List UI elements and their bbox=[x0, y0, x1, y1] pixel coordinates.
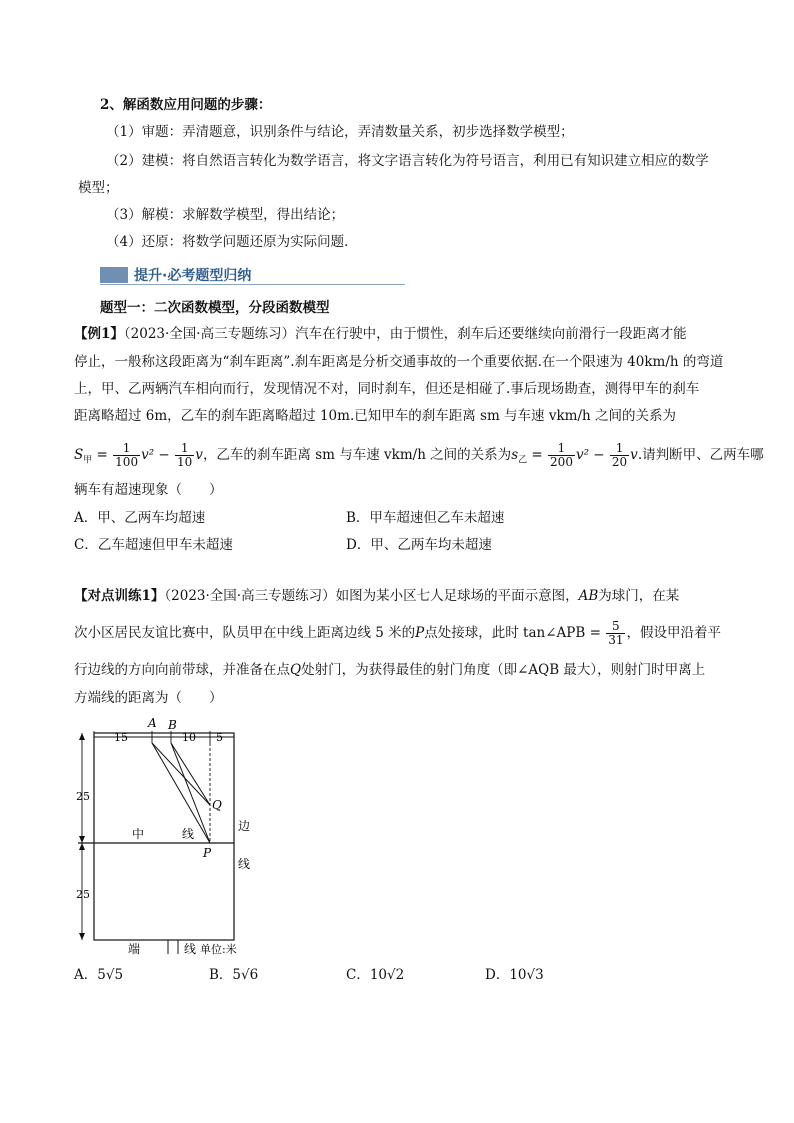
example-1-line-2: 停止，一般称这段距离为“刹车距离”.刹车距离是分析交通事故的一个重要依据.在一个限速为 40km/h 的弯道 bbox=[74, 354, 724, 370]
training-1-line-2 bbox=[74, 618, 721, 648]
step-1: （1）审题：弄清题意，识别条件与结论，弄清数量关系，初步选择数学模型； bbox=[106, 124, 574, 140]
label-p: P bbox=[203, 846, 212, 860]
dim-5-label: 5 bbox=[216, 731, 223, 744]
formula-b-f2-den: 20 bbox=[611, 455, 628, 469]
arrow-mid-down bbox=[79, 843, 85, 850]
arrow-mid-up bbox=[79, 836, 85, 843]
formula-a-f1-num: 1 bbox=[113, 442, 140, 456]
training-1-ab: AB bbox=[578, 588, 599, 604]
training-1-option-d: D．10√3 bbox=[485, 967, 544, 983]
example-1-option-c: C．乙车超速但甲车未超速 bbox=[74, 537, 233, 553]
formula-a-frac-2 bbox=[175, 442, 194, 469]
formula-a-f2-num: 1 bbox=[175, 442, 194, 456]
formula-b-mid: v² − bbox=[575, 447, 609, 463]
formula-b-f2-num: 1 bbox=[610, 442, 629, 456]
training-1-text-3b: 处射门，为获得最佳的射门角度（即∠AQB 最大），则射门时甲离上 bbox=[301, 662, 706, 678]
training-1-line-4: 方端线的距离为（ ） bbox=[74, 690, 223, 706]
dim-10-label: 10 bbox=[182, 731, 196, 744]
formula-b-f1-den: 200 bbox=[550, 455, 573, 469]
unit-label: 单位:米 bbox=[200, 943, 237, 956]
example-1-line-1 bbox=[74, 324, 687, 344]
formula-b-frac-2 bbox=[610, 442, 629, 469]
formula-a-lhs: S bbox=[74, 447, 84, 463]
endline-label-duan: 端 bbox=[128, 942, 141, 956]
training-1-line-1 bbox=[74, 586, 679, 606]
formula-a-f1-den: 100 bbox=[115, 455, 139, 469]
formula-b-frac-1 bbox=[548, 442, 575, 469]
formula-a-frac-1 bbox=[113, 442, 140, 469]
midline-label-xian: 线 bbox=[182, 827, 195, 841]
dim-15-label: 15 bbox=[114, 731, 128, 744]
arrow-bottom bbox=[79, 933, 85, 940]
formula-a-eq: = bbox=[92, 447, 113, 463]
section-header bbox=[100, 265, 405, 285]
training-1-text-2b: 点处接球，此时 tan∠APB = bbox=[424, 625, 606, 641]
line-aq bbox=[152, 743, 210, 805]
label-a: A bbox=[148, 716, 157, 730]
tan-num: 5 bbox=[606, 620, 625, 634]
formula-b-sub: 乙 bbox=[518, 455, 528, 466]
training-1-option-c: C．10√2 bbox=[346, 967, 405, 983]
soccer-field-figure bbox=[70, 712, 270, 962]
example-1-text-5end: .请判断甲、乙两车哪 bbox=[637, 447, 764, 463]
example-1-option-a: A．甲、乙两车均超速 bbox=[74, 510, 206, 526]
training-1-tag: 【对点训练1】 bbox=[74, 588, 165, 604]
section-title: 提升·必考题型归纳 bbox=[134, 268, 252, 284]
training-1-line-3 bbox=[74, 660, 705, 680]
formula-a-f2-den: 10 bbox=[177, 455, 193, 469]
label-q: Q bbox=[212, 798, 222, 812]
arrow-top bbox=[79, 733, 85, 740]
training-1-text-2a: 次小区居民友谊比赛中，队员甲在中线上距离边线 5 米的 bbox=[74, 625, 416, 641]
step-3: （3）解模：求解数学模型，得出结论； bbox=[106, 207, 345, 223]
formula-a-end: v bbox=[195, 447, 203, 463]
steps-heading: 2、解函数应用问题的步骤： bbox=[100, 97, 272, 113]
example-1-text-5mid: ，乙车的刹车距离 sm 与车速 vkm/h 之间的关系为 bbox=[202, 447, 512, 463]
example-1-line-4: 距离略超过 6m，乙车的刹车距离略超过 10m.已知甲车的刹车距离 sm 与车速 vkm/h 之间的关系为 bbox=[74, 408, 676, 424]
midline-label-zhong: 中 bbox=[132, 827, 145, 841]
training-1-text-3a: 行边线的方向向前带球，并准备在点 bbox=[74, 662, 290, 678]
formula-a-mid: v² − bbox=[141, 447, 175, 463]
line-bq bbox=[171, 743, 210, 805]
training-1-q: Q bbox=[290, 662, 302, 678]
example-1-text-1: （2023·全国·高三专题练习）汽车在行驶中，由于惯性，刹车后还要继续向前滑行一段距离才能 bbox=[123, 326, 687, 342]
label-b: B bbox=[168, 718, 177, 732]
step-2: （2）建模：将自然语言转化为数学语言，将文字语言转化为符号语言，利用已有知识建立相应的数学 bbox=[106, 153, 709, 169]
formula-b-end: v bbox=[630, 447, 638, 463]
section-band bbox=[100, 267, 128, 283]
formula-a-sub: 甲 bbox=[83, 455, 93, 466]
sideline-label-xian: 线 bbox=[238, 857, 251, 871]
training-1-option-b: B．5√6 bbox=[209, 967, 259, 983]
step-4: （4）还原：将数学问题还原为实际问题． bbox=[106, 234, 358, 250]
step-2-cont: 模型； bbox=[78, 180, 119, 196]
example-1-tag: 【例1】 bbox=[74, 326, 124, 342]
tan-fraction bbox=[606, 620, 625, 647]
tan-den: 31 bbox=[608, 633, 624, 647]
example-1-option-b: B．甲车超速但乙车未超速 bbox=[346, 510, 505, 526]
formula-b-eq: = bbox=[527, 447, 548, 463]
dim-25-bottom-label: 25 bbox=[76, 888, 90, 901]
training-1-text-1a: （2023·全国·高三专题练习）如图为某小区七人足球场的平面示意图， bbox=[164, 588, 579, 604]
example-1-line-6: 辆车有超速现象（ ） bbox=[74, 482, 223, 498]
training-1-option-a: A．5√5 bbox=[74, 967, 124, 983]
endline-label-xian: 线 bbox=[184, 942, 197, 956]
training-1-text-2c: ，假设甲沿着平 bbox=[626, 625, 721, 641]
example-1-formula-line bbox=[74, 440, 764, 476]
training-1-text-1b: 为球门，在某 bbox=[598, 588, 680, 604]
type-1-heading: 题型一：二次函数模型，分段函数模型 bbox=[100, 300, 330, 316]
example-1-option-d: D．甲、乙两车均未超速 bbox=[346, 537, 492, 553]
dim-25-top-label: 25 bbox=[76, 790, 90, 803]
example-1-line-3: 上，甲、乙两辆汽车相向而行，发现情况不对，同时刹车，但还是相碰了.事后现场勘查，测得甲车的刹车 bbox=[74, 381, 700, 397]
formula-b-f1-num: 1 bbox=[548, 442, 575, 456]
formula-b-lhs: s bbox=[511, 447, 519, 463]
training-1-p: P bbox=[415, 625, 425, 641]
sideline-label-bian: 边 bbox=[238, 819, 251, 833]
